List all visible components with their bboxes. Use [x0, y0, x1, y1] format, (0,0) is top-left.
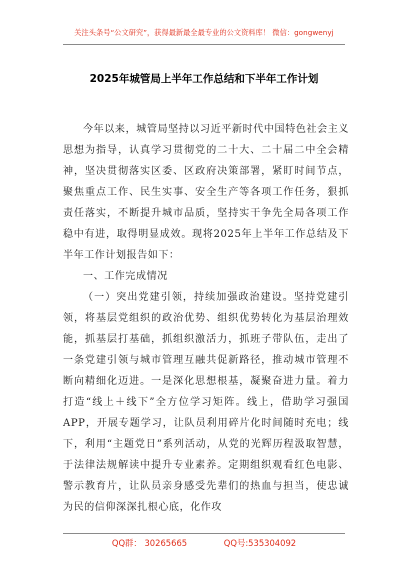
footer-qq-number: QQ号:535304092	[223, 538, 297, 548]
header-promo-note: 关注头条号“公文研究”，获得最新最全最专业的公文资料库！ 微信：gongwenyj	[74, 28, 334, 37]
header-divider	[63, 44, 345, 45]
footer-contact	[0, 537, 408, 549]
document-title: 2025年城管局上半年工作总结和下半年工作计划	[89, 73, 319, 85]
footer-qq-group: QQ群： 30265665	[111, 538, 188, 548]
intro-paragraph: 今年以来，城管局坚持以习近平新时代中国特色社会主义思想为指导，认真学习贯彻党的二十大、二十届二中全会精神，坚决贯彻落实区委、区政府决策部署，紧盯时间节点，聚焦重点工作、民生实事、安全生产等各项工作任务，狠抓责任落实，不断提升城市品质，坚持实干争先全局各项工作稳中有进，取得明显成效。现将2025年上半年工作总结及下半年工作计划报告如下：	[63, 124, 349, 261]
document-body	[63, 119, 349, 518]
footer-divider	[63, 533, 345, 534]
section-heading: 一、工作完成情况	[83, 271, 168, 282]
body-paragraph: （一）突出党建引领，持续加强政治建设。坚持党建引领，将基层党组织的政治优势、组织优势转化为基层治理效能，抓基层打基础，抓组织激活力，抓班子带队伍，走出了一条党建引领与城市管理互融共促新路径，推动城市管理不断向精细化迈进。一是深化思想根基，凝聚奋进力量。着力打造“线上＋线下”全方位学习矩阵。线上，借助学习强国APP，开展专题学习，让队员利用碎片化时间随时充电；线下，利用“主题党日”系列活动，从党的光辉历程汲取智慧，于法律法规解读中提升专业素养。定期组织观看红色电影、警示教育片，让队员亲身感受先辈们的热血与担当，使忠诚为民的信仰深深扎根心底，化作攻	[63, 292, 349, 513]
